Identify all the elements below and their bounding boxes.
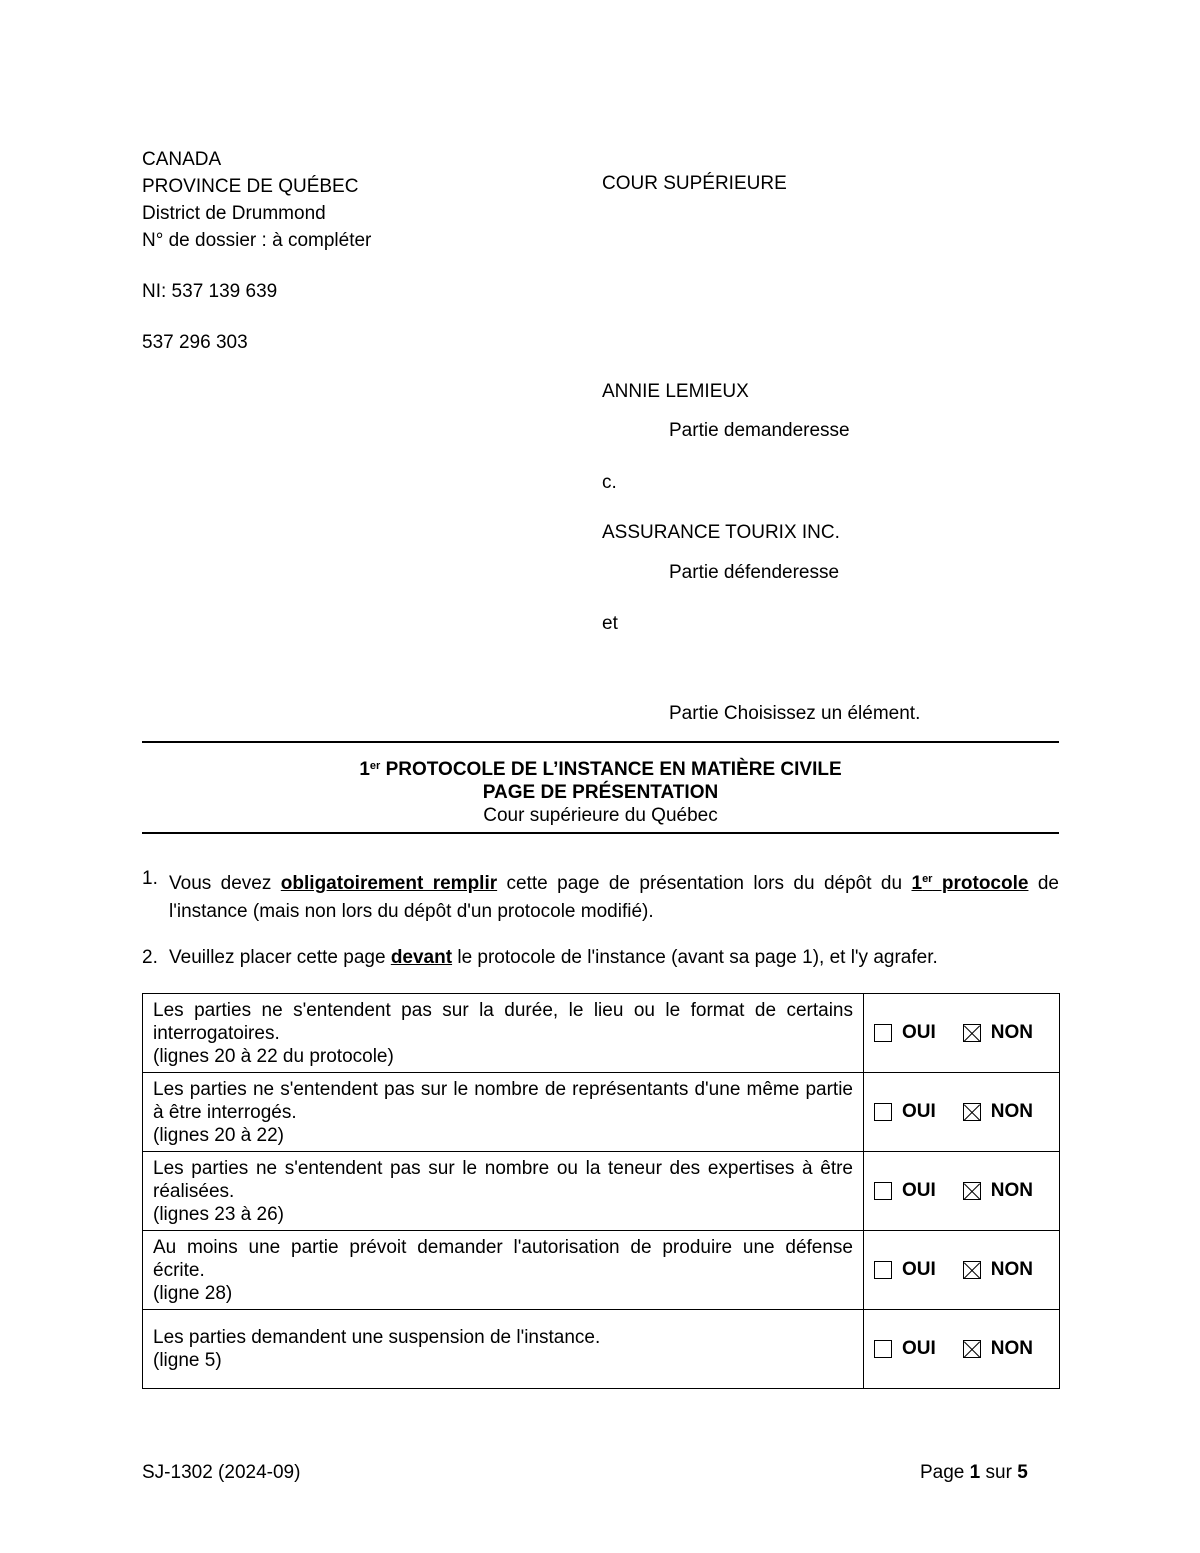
title-line2: PAGE DE PRÉSENTATION bbox=[482, 782, 719, 803]
table-row bbox=[143, 994, 1060, 1073]
oui-option[interactable]: OUI bbox=[874, 1259, 936, 1281]
plaintiff-role: Partie demanderesse bbox=[669, 420, 850, 441]
question-text: Les parties demandent une suspension de l'instance. (ligne 5) bbox=[143, 1310, 864, 1389]
file-number: N° de dossier : à compléter bbox=[142, 230, 372, 251]
court-header-left bbox=[142, 146, 371, 356]
court-name: COUR SUPÉRIEURE bbox=[602, 173, 787, 194]
title-top-rule bbox=[142, 741, 1059, 743]
questions-table bbox=[142, 993, 1060, 1389]
question-text: Les parties ne s'entendent pas sur la durée, le lieu ou le format de certains interrogatoires. (lignes 20 à 22 du protocole) bbox=[143, 994, 864, 1073]
title-bottom-rule bbox=[142, 832, 1059, 834]
table-row bbox=[143, 1231, 1060, 1310]
document-title bbox=[142, 755, 1059, 827]
ni-number: NI: 537 139 639 bbox=[142, 281, 278, 302]
checked-box-icon[interactable] bbox=[963, 1340, 981, 1358]
form-code: SJ-1302 (2024-09) bbox=[142, 1462, 301, 1483]
question-text: Les parties ne s'entendent pas sur le nombre de représentants d'une même partie à être interrogés. (lignes 20 à 22) bbox=[143, 1073, 864, 1152]
oui-option[interactable]: OUI bbox=[874, 1022, 936, 1044]
non-option[interactable]: NON bbox=[963, 1180, 1033, 1202]
checked-box-icon[interactable] bbox=[963, 1182, 981, 1200]
title-line3: Cour supérieure du Québec bbox=[483, 805, 718, 826]
non-option[interactable]: NON bbox=[963, 1101, 1033, 1123]
instruction-2: 2. Veuillez placer cette page devant le protocole de l'instance (avant sa page 1), et l'y agrafer. bbox=[142, 947, 938, 968]
unchecked-box-icon[interactable] bbox=[874, 1182, 892, 1200]
unchecked-box-icon[interactable] bbox=[874, 1103, 892, 1121]
question-text: Au moins une partie prévoit demander l'autorisation de produire une défense écrite. (ligne 28) bbox=[143, 1231, 864, 1310]
versus: c. bbox=[602, 472, 617, 493]
non-option[interactable]: NON bbox=[963, 1259, 1033, 1281]
unchecked-box-icon[interactable] bbox=[874, 1261, 892, 1279]
defendant-role: Partie défenderesse bbox=[669, 562, 840, 583]
non-option[interactable]: NON bbox=[963, 1022, 1033, 1044]
non-option[interactable]: NON bbox=[963, 1338, 1033, 1360]
unchecked-box-icon[interactable] bbox=[874, 1340, 892, 1358]
unchecked-box-icon[interactable] bbox=[874, 1024, 892, 1042]
province: PROVINCE DE QUÉBEC bbox=[142, 176, 359, 197]
oui-option[interactable]: OUI bbox=[874, 1338, 936, 1360]
question-text: Les parties ne s'entendent pas sur le nombre ou la teneur des expertises à être réalisées. (lignes 23 à 26) bbox=[143, 1152, 864, 1231]
table-row bbox=[143, 1152, 1060, 1231]
oui-option[interactable]: OUI bbox=[874, 1180, 936, 1202]
checked-box-icon[interactable] bbox=[963, 1261, 981, 1279]
defendant-name: ASSURANCE TOURIX INC. bbox=[602, 522, 840, 543]
title-line1: 1er PROTOCOLE DE L’INSTANCE EN MATIÈRE CIVILE bbox=[359, 759, 842, 780]
table-row bbox=[143, 1310, 1060, 1389]
secondary-number: 537 296 303 bbox=[142, 332, 248, 353]
page-number: Page 1 sur 5 bbox=[920, 1462, 1028, 1483]
and-word: et bbox=[602, 613, 618, 634]
checked-box-icon[interactable] bbox=[963, 1103, 981, 1121]
instruction-1: 1. Vous devez obligatoirement remplir cette page de présentation lors du dépôt du 1er protocole de l'instance (mais non lors du dépôt d'un protocole modifié). bbox=[142, 868, 1060, 922]
oui-option[interactable]: OUI bbox=[874, 1101, 936, 1123]
district: District de Drummond bbox=[142, 203, 326, 224]
checked-box-icon[interactable] bbox=[963, 1024, 981, 1042]
other-party-field[interactable]: Partie Choisissez un élément. bbox=[669, 703, 921, 724]
country: CANADA bbox=[142, 149, 222, 170]
table-row bbox=[143, 1073, 1060, 1152]
plaintiff-name: ANNIE LEMIEUX bbox=[602, 381, 749, 402]
